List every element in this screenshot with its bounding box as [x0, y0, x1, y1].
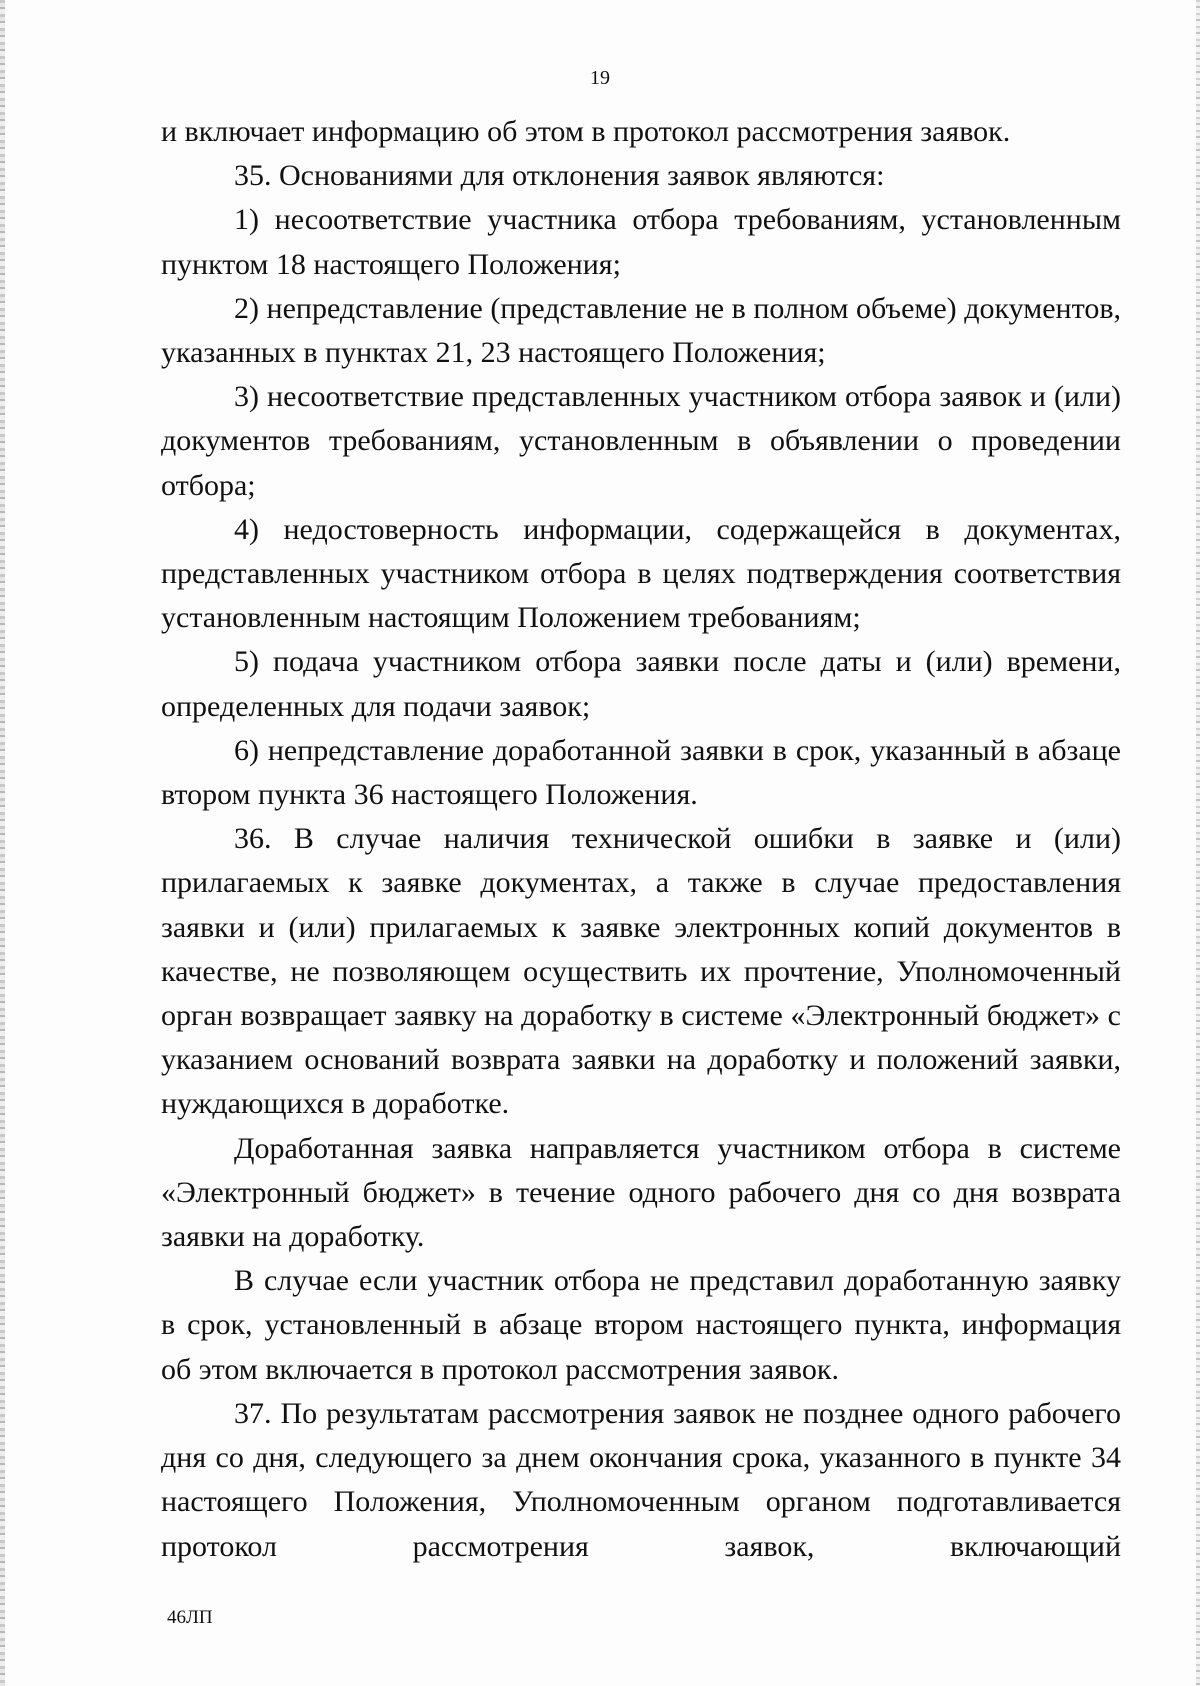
- paragraph-7: 5) подача участником отбора заявки после даты и (или) времени, определенных для подачи заявок;: [161, 645, 1121, 723]
- paragraph-5: 3) несоответствие представленных участником отбора заявок и (или) документов требованиям, установленным в объявлении о проведении отбора;: [161, 380, 1121, 502]
- paragraph-11: В случае если участник отбора не представил доработанную заявку в срок, установленный в абзаце втором настоящего пункта, информация об этом включается в протокол рассмотрения заявок.: [161, 1264, 1121, 1386]
- footer-code: 46ЛП: [167, 1607, 213, 1628]
- paragraph-8: 6) непредставление доработанной заявки в срок, указанный в абзаце втором пункта 36 настоящего Положения.: [161, 733, 1121, 812]
- paragraph-2: 35. Основаниями для отклонения заявок являются:: [234, 159, 885, 193]
- paragraph-1: и включает информацию об этом в протокол рассмотрения заявок.: [161, 115, 1011, 148]
- scan-edge-left: [0, 0, 5, 1686]
- paragraph-10: Доработанная заявка направляется участником отбора в системе «Электронный бюджет» в течение одного рабочего дня со дня возврата заявки на доработку.: [161, 1131, 1121, 1254]
- paragraph-6: 4) недостоверность информации, содержащейся в документах, представленных участником отбора в целях подтверждения соответствия установленным настоящим Положением требованиям;: [161, 512, 1121, 635]
- scan-edge-right: [1196, 0, 1200, 1686]
- paragraph-4: 2) непредставление (представление не в полном объеме) документов, указанных в пунктах 21, 23 настоящего Положения;: [161, 291, 1121, 370]
- page-number: 19: [590, 67, 610, 89]
- document-body: [161, 110, 1121, 1569]
- paragraph-9: 36. В случае наличия технической ошибки в заявке и (или) прилагаемых к заявке документах, а также в случае предоставления заявки и (или) прилагаемых к заявке электронных копий документов в качестве, не позволяющем осуществить их прочтение, Уполномоченный орган возвращает заявку на доработку в системе «Электронный бюджет» с указанием оснований возврата заявки на доработку и положений заявки, нуждающихся в доработке.: [161, 822, 1121, 1121]
- paragraph-3: 1) несоответствие участника отбора требованиям, установленным пунктом 18 настоящего Положения;: [161, 203, 1121, 281]
- paragraph-12: 37. По результатам рассмотрения заявок не позднее одного рабочего дня со дня, следующего за днем окончания срока, указанного в пункте 34 настоящего Положения, Уполномоченным органом подготавливается протокол рассмотрения заявок, включающий: [161, 1396, 1121, 1563]
